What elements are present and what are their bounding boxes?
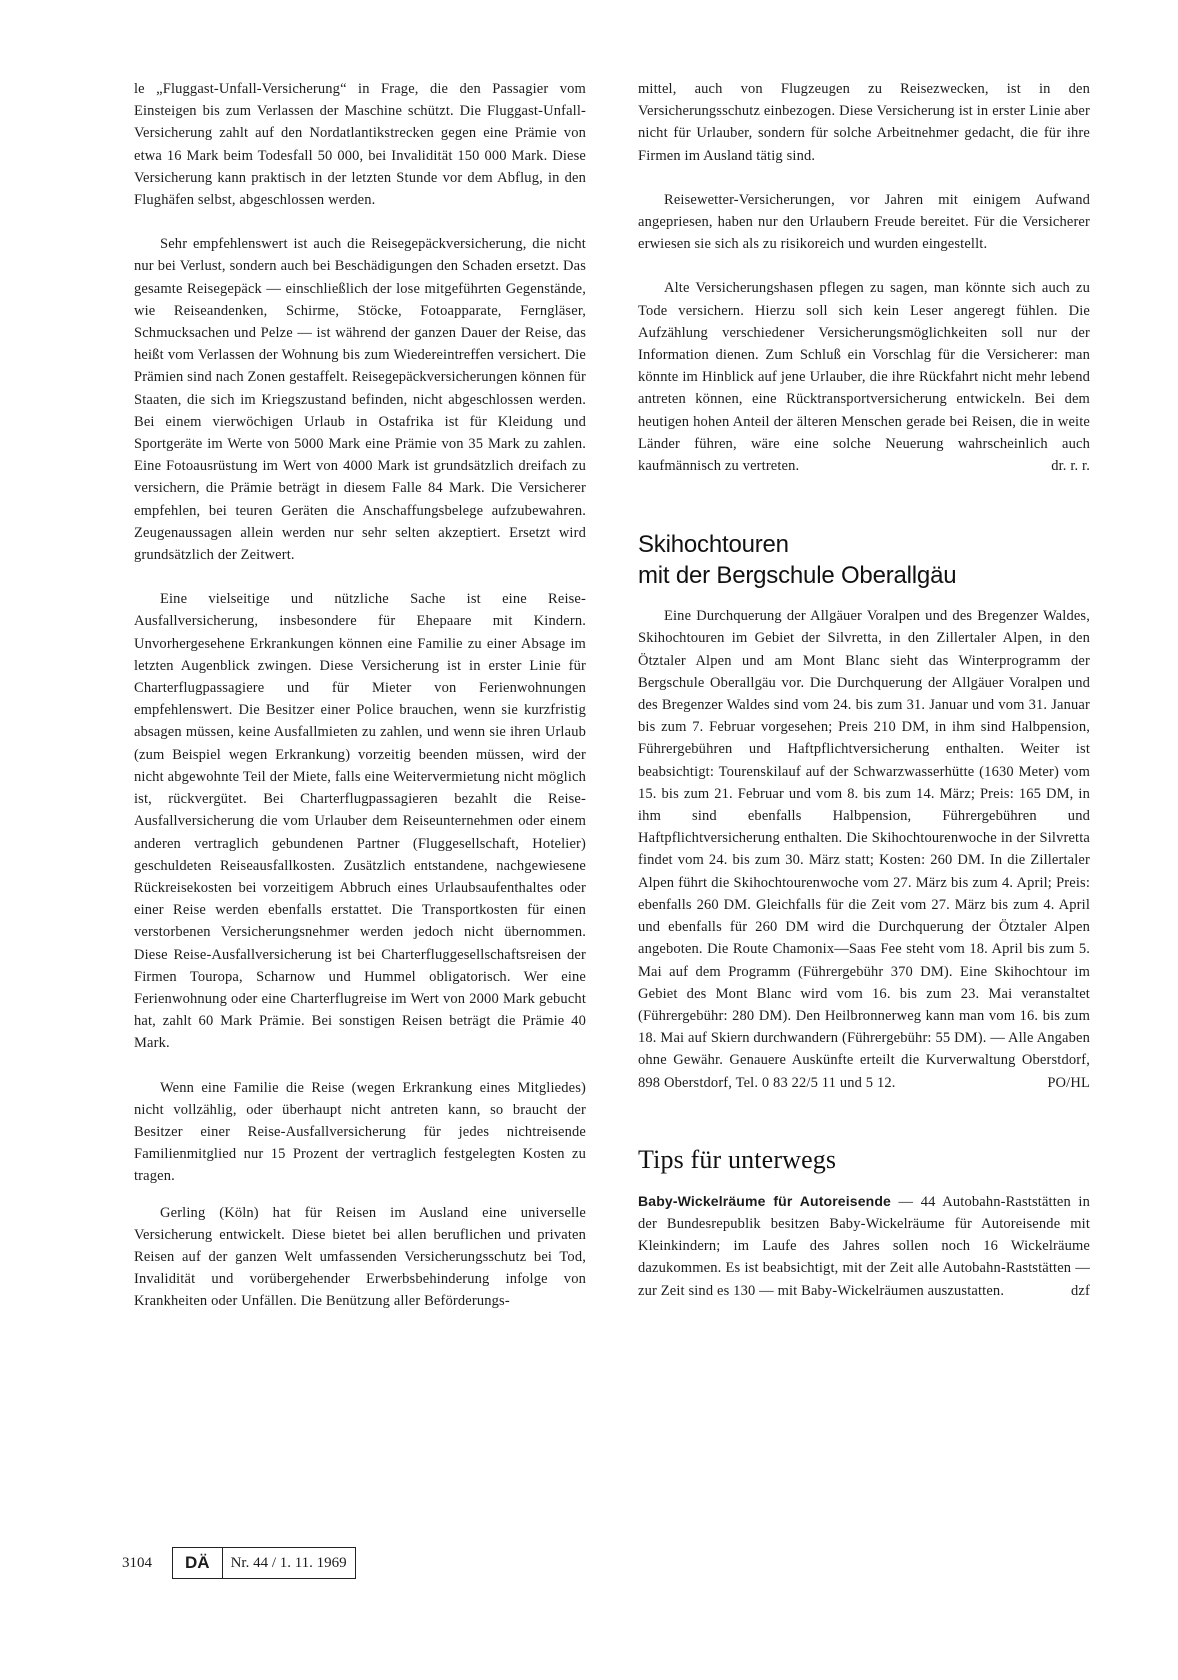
issue-info: Nr. 44 / 1. 11. 1969 [230, 1554, 347, 1571]
paragraph-continued: mittel, auch von Flugzeugen zu Reisezwecken, ist in den Versicherungsschutz einbezogen. Diese Versicherung ist in erster Linie aber nicht für Urlauber, sondern für solche Arbeitnehmer gedacht, die für ihre Firmen im Ausland tätig sind. [638, 81, 1090, 164]
signature-section3: dzf [1071, 1282, 1090, 1299]
section-heading-tips: Tips für unterwegs [638, 1144, 837, 1174]
journal-box [172, 1547, 356, 1579]
paragraph-weather-insurance: Reisewetter-Versicherungen, vor Jahren mit einigem Aufwand angepriesen, haben nur den Urlaubern Freude bereitet. Für die Versicherer erwiesen sie sich als zu risikoreich und wurden eingestellt. [638, 191, 1090, 253]
left-column [134, 78, 586, 1313]
page-number: 3104 [122, 1554, 152, 1571]
paragraph-luggage-insurance: Sehr empfehlenswert ist auch die Reisegepäckversicherung, die nicht nur bei Verlust, sondern auch bei Beschädigungen den Schaden ersetzt. Das gesamte Reisegepäck — einschließlich der lose mitgeführten Gegenstände, wie Reiseandenken, Schirme, Stöcke, Fotoapparate, Ferngläser, Schmucksachen und Pelze — ist während der ganzen Dauer der Reise, das heißt vom Verlassen der Wohnung bis zum Wiedereintreffen versichert. Die Prämien sind nach Zonen gestaffelt. Reisegepäckversicherungen können für Staaten, die sich im Kriegszustand befinden, nicht abgeschlossen werden. Bei einem vierwöchigen Urlaub in Ostafrika ist für Kleidung und Sportgeräte im Werte von 5000 Mark eine Prämie von 35 Mark zu zahlen. Eine Fotoausrüstung im Wert von 4000 Mark ist grundsätzlich dreifach zu versichern, die Prämie beträgt in diesem Falle 84 Mark. Die Versicherer empfehlen, bei teuren Geräten die Anschaffungsbelege aufzubewahren. Zeugenaussagen allein werden nur sehr selten akzeptiert. Ersetzt wird grundsätzlich der Zeitwert. [134, 236, 586, 564]
paragraph-tips: Baby-Wickelräume für Autoreisende — 44 Autobahn-Raststätten in der Bundesrepublik besitzen Baby-Wickelräume für Autoreisende mit Kleinkindern; im Laufe des Jahres sollen noch 16 Wickelräume dazukommen. Es ist beabsichtigt, mit der Zeit alle Autobahn-Raststätten — zur Zeit sind es 130 — mit Baby-Wickelräumen auszustatten. dzf [638, 1190, 1090, 1302]
signature-author: dr. r. r. [1051, 458, 1090, 475]
paragraph-skihochtouren: Eine Durchquerung der Allgäuer Voralpen und des Bregenzer Waldes, Skihochtouren im Gebiet der Silvretta, in den Zillertaler Alpen, in den Ötztaler Alpen und am Mont Blanc sieht das Winterprogramm der Bergschule Oberallgäu vor. Die Durchquerung der Allgäuer Voralpen und des Bregenzer Waldes sind vom 24. bis zum 31. Januar und vom 31. Januar bis zum 7. Februar vorgesehen; Preis 210 DM, in ihm sind Halbpension, Führergebühren und Haftpflichtversicherung enthalten. Weiter ist beabsichtigt: Tourenskilauf auf der Schwarzwasserhütte (1630 Meter) vom 15. bis zum 21. Februar und vom 8. bis zum 14. März; Preis: 165 DM, in ihm sind ebenfalls Halbpension, Führergebühren und Haftpflichtversicherung enthalten. Die Skihochtourenwoche in der Silvretta findet vom 24. bis zum 30. März statt; Kosten: 260 DM. In die Zillertaler Alpen führt die Skihochtourenwoche vom 27. März bis zum 4. April; Preis: ebenfalls 260 DM. Gleichfalls für die Zeit vom 27. März bis zum 4. April und ebenfalls für 260 DM wird die Durchquerung der Ötztaler Alpen angeboten. Die Route Chamonix—Saas Fee steht vom 18. April bis zum 5. Mai auf dem Programm (Führergebühr 370 DM). Eine Skihochtour im Gebiet des Mont Blanc wird vom 16. bis zum 23. Mai veranstaltet (Führergebühr: 280 DM). Den Heilbronnerweg kann man vom 16. bis zum 18. Mai auf Skiern durchwandern (Führergebühr: 55 DM). — Alle Angaben ohne Gewähr. Genauere Auskünfte erteilt die Kurverwaltung Oberstdorf, 898 Oberstdorf, Tel. 0 83 22/5 11 und 5 12. PO/HL [638, 605, 1090, 1093]
paragraph-family-cancellation: Wenn eine Familie die Reise (wegen Erkrankung eines Mitgliedes) nicht vollzählig, oder überhaupt nicht antreten kann, so braucht der Besitzer einer Reise-Ausfallversicherung für jedes nichtreisende Familienmitglied nur 15 Prozent der vertraglich festgelegten Kosten zu tragen. [134, 1079, 586, 1185]
right-column [638, 78, 1090, 1302]
paragraph-flight-insurance: le „Fluggast-Unfall-Versicherung“ in Frage, die den Passagier vom Einsteigen bis zum Verlassen der Maschine schützt. Die Fluggast-Unfall-Versicherung zahlt auf den Nordatlantikstrecken gegen eine Prämie von etwa 16 Mark beim Todesfall 50 000, bei Invalidität 150 000 Mark. Diese Versicherung kann praktisch in der letzten Stunde vor dem Abflug, in den Flughäfen selbst, abgeschlossen werden. [134, 81, 586, 209]
paragraph-gerling: Gerling (Köln) hat für Reisen im Ausland eine universelle Versicherung entwickelt. Diese bietet bei allen beruflichen und privaten Reisen auf der ganzen Welt umfassenden Versicherungsschutz bei Tod, Invalidität und vorübergehender Erwerbsbehinderung infolge von Krankheiten oder Unfällen. Die Benützung aller Beförderungs- [134, 1204, 586, 1310]
page-footer [122, 1547, 356, 1579]
heading-line-2: mit der Bergschule Oberallgäu [638, 562, 957, 590]
journal-logo: DÄ [173, 1548, 223, 1578]
heading-line-1: Skihochtouren [638, 531, 789, 559]
paragraph-cancellation-insurance: Eine vielseitige und nützliche Sache ist eine Reise-Ausfallversicherung, insbesondere für Ehepaare mit Kindern. Unvorhergesehene Erkrankungen können eine Familie zu einer Absage im letzten Augenblick zwingen. Diese Versicherung ist in erster Linie für Charterflugpassagiere und für Mieter von Ferienwohnungen empfehlenswert. Die Besitzer einer Police brauchen, wenn sie kurzfristig absagen müssen, keine Ausfallmieten zu zahlen, und wenn sie ihren Urlaub (zum Beispiel wegen Erkrankung) vorzeitig beenden müssen, wird der nicht abgewohnte Teil der Miete, falls eine Weitervermietung nicht möglich ist, rückvergütet. Bei Charterflugpassagieren bezahlt die Reise-Ausfallversicherung die vom Urlauber dem Reiseunternehmen oder einem anderen vertraglich gebundenen Partner (Fluggesellschaft, Hotelier) geschuldeten Reiseausfallkosten. Zusätzlich entstandene, nachgewiesene Rückreisekosten bei vorzeitigem Abbruch eines Urlaubsaufenthaltes oder einer Reise werden ebenfalls erstattet. Die Transportkosten für einen verstorbenen Versicherungsnehmer werden jedoch nicht übernommen. Diese Reise-Ausfallversicherung ist bei Charterfluggesellschaftsreisen der Firmen Touropa, Scharnow und Hummel obligatorisch. Wer eine Ferienwohnung oder eine Charterflugreise im Wert von 2000 Mark gebucht hat, zahlt 60 Mark Prämie. Bei sonstigen Reisen beträgt die Prämie 40 Mark. [134, 591, 586, 1052]
signature-section2: PO/HL [1047, 1074, 1090, 1091]
section-heading-skihochtouren [638, 529, 1090, 591]
paragraph-closing: Alte Versicherungshasen pflegen zu sagen, man könnte sich auch zu Tode versichern. Hierzu soll sich kein Leser angeregt fühlen. Die Aufzählung verschiedener Versicherungsmöglichkeiten soll nur der Information dienen. Zum Schluß ein Vorschlag für die Versicherer: man könnte im Hinblick auf jene Urlauber, die ihre Rückfahrt nicht mehr lebend antreten können, eine Rücktransportversicherung entwickeln. Bei dem heutigen hohen Anteil der älteren Menschen gerade bei Reisen, die in weite Länder führen, wäre eine solche Neuerung wahrscheinlich auch kaufmännisch zu vertreten. dr. r. r. [638, 277, 1090, 477]
tips-lead: Baby-Wickelräume für Autoreisende [638, 1192, 891, 1209]
